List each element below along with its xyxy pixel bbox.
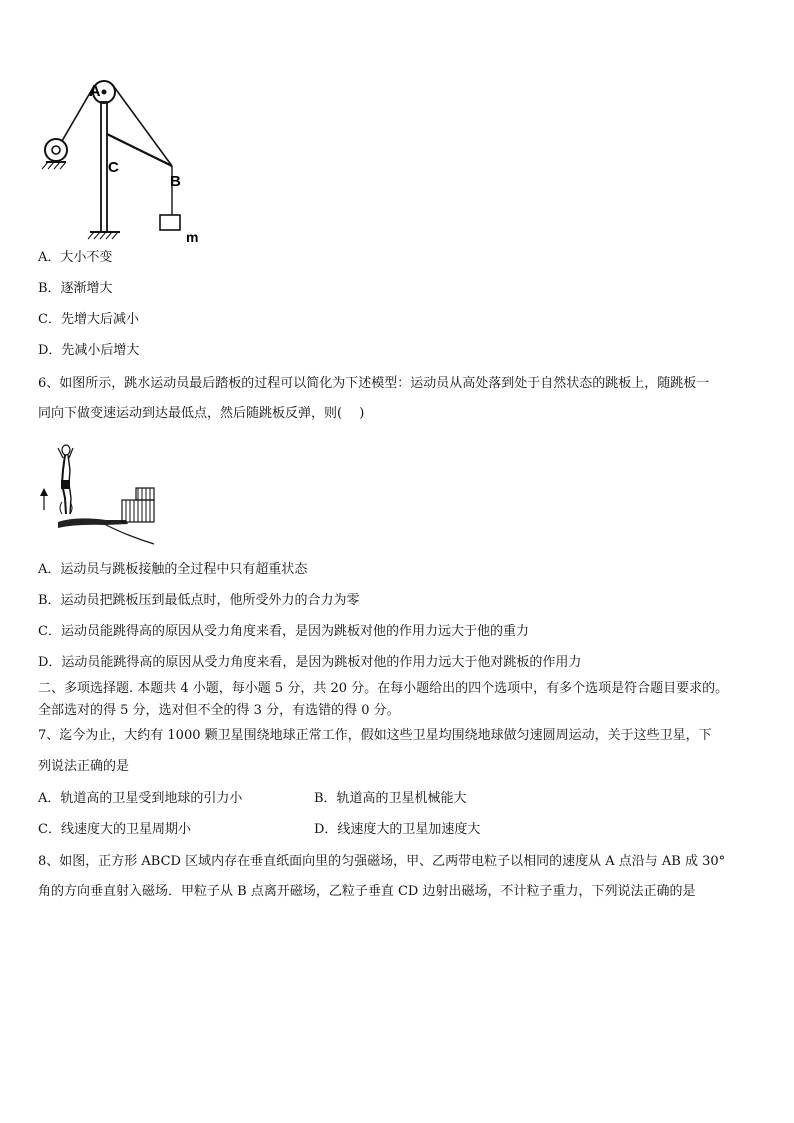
springboard bbox=[58, 518, 128, 528]
q6-option-a: A．运动员与跳板接触的全过程中只有超重状态 bbox=[38, 562, 308, 577]
q6-option-c: C．运动员能跳得高的原因从受力角度来看，是因为跳板对他的作用力远大于他的重力 bbox=[38, 624, 529, 639]
q5-option-c: C．先增大后减小 bbox=[38, 312, 139, 327]
diver-springboard-figure bbox=[36, 440, 160, 548]
label-c: C bbox=[108, 159, 119, 176]
up-arrow-icon bbox=[40, 488, 48, 510]
q5-option-a: A．大小不变 bbox=[38, 250, 113, 265]
label-b: B bbox=[170, 173, 181, 190]
q7-stem-line2: 列说法正确的是 bbox=[38, 759, 130, 774]
q7-option-a: A．轨道高的卫星受到地球的引力小 bbox=[38, 791, 243, 806]
board-support bbox=[106, 525, 154, 544]
q7-option-b: B．轨道高的卫星机械能大 bbox=[314, 791, 467, 806]
q8-stem-line2: 角的方向垂直射入磁场．甲粒子从 B 点离开磁场，乙粒子垂直 CD 边射出磁场，不计粒子重力，下列说法正确的是 bbox=[38, 884, 696, 899]
diver-figure bbox=[58, 445, 73, 514]
q7-stem-line1: 7、迄今为止，大约有 1000 颗卫星围绕地球正常工作，假如这些卫星均围绕地球做匀速圆周运动，关于这些卫星，下 bbox=[38, 728, 712, 743]
q5-option-b: B．逐渐增大 bbox=[38, 281, 113, 296]
q5-option-d: D．先减小后增大 bbox=[38, 343, 140, 358]
vertical-pole bbox=[101, 102, 107, 232]
q6-option-d: D．运动员能跳得高的原因从受力角度来看，是因为跳板对他的作用力远大于他对跳板的作用力 bbox=[38, 655, 582, 670]
rope-to-b bbox=[112, 84, 172, 166]
section2-line2: 全部选对的得 5 分，选对但不全的得 3 分，有选错的得 0 分。 bbox=[38, 703, 400, 718]
winch-icon bbox=[42, 139, 67, 169]
pulley-pole-figure bbox=[38, 74, 218, 246]
label-m: m bbox=[186, 229, 199, 245]
platform-stand bbox=[122, 488, 154, 522]
q6-stem-line1: 6、如图所示，跳水运动员最后踏板的过程可以简化为下述模型：运动员从高处落到处于自然状态的跳板上，随跳板一 bbox=[38, 376, 710, 391]
q7-option-c: C．线速度大的卫星周期小 bbox=[38, 822, 191, 837]
q6-stem-line2: 同向下做变速运动到达最低点，然后随跳板反弹，则( ) bbox=[38, 406, 365, 421]
label-a: A bbox=[89, 83, 101, 100]
q8-stem-line1: 8、如图，正方形 ABCD 区域内存在垂直纸面向里的匀强磁场，甲、乙两带电粒子以相同的速度从 A 点沿与 AB 成 30° bbox=[38, 854, 726, 869]
ground-hatch-icon bbox=[88, 232, 120, 239]
section2-line1: 二、多项选择题. 本题共 4 小题，每小题 5 分，共 20 分。在每小题给出的四个选项中，有多个选项是符合题目要求的。 bbox=[38, 681, 729, 696]
q6-option-b: B．运动员把跳板压到最低点时，他所受外力的合力为零 bbox=[38, 593, 360, 608]
q7-option-d: D．线速度大的卫星加速度大 bbox=[314, 822, 481, 837]
mass-block bbox=[160, 215, 180, 230]
